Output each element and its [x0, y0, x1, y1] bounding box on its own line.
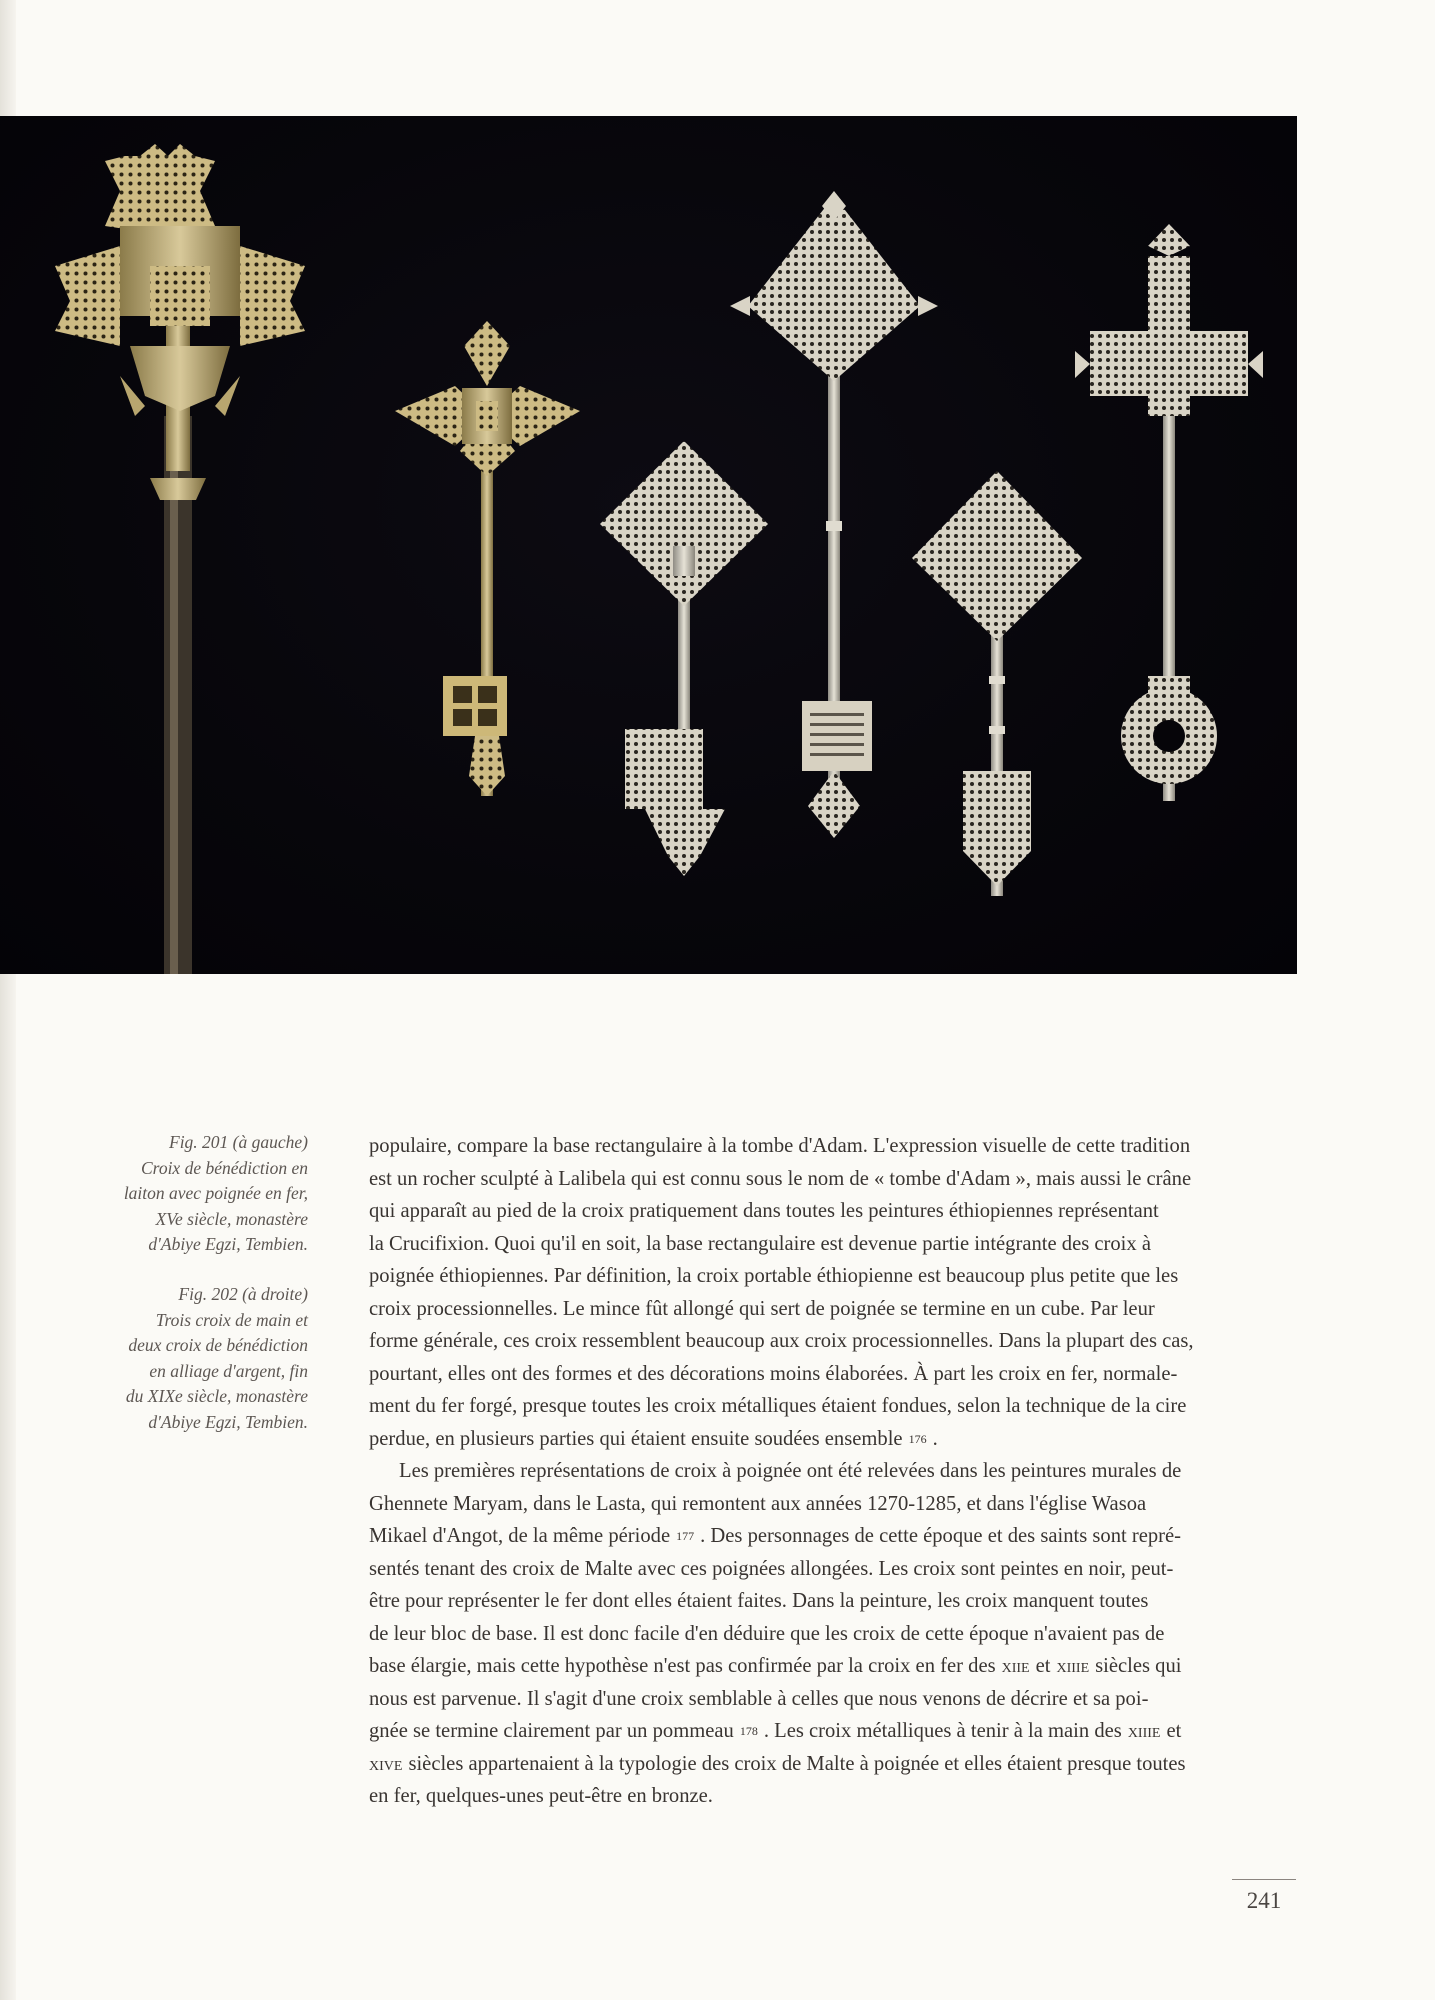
footnote-ref-178: 178	[739, 1724, 758, 1738]
text-line: pourtant, elles ont des formes et des décorations moins élaborées. À part les croix en fer, normale-	[369, 1362, 1178, 1385]
text-line: croix processionnelles. Le mince fût allongé qui sert de poignée se termine en un cube. Par leur	[369, 1297, 1155, 1320]
body-text	[369, 1130, 1297, 1813]
ethiopian-crosses-photo	[0, 116, 1297, 974]
text-line: poignée éthiopiennes. Par définition, la croix portable éthiopienne est beaucoup plus petite que les	[369, 1265, 1179, 1287]
text-line	[369, 1520, 1297, 1553]
caption-line: XVe siècle, monastère	[155, 1208, 308, 1229]
caption-line: Fig. 201 (à gauche)	[169, 1132, 308, 1152]
text-line	[369, 1650, 1297, 1683]
text-run: siècles qui	[1095, 1655, 1182, 1677]
text-line	[369, 1715, 1297, 1748]
text-run: et	[1166, 1720, 1182, 1742]
text-run: Mikael d'Angot, de la même période	[369, 1525, 671, 1547]
text-line: populaire, compare la base rectangulaire à la tombe d'Adam. L'expression visuelle de cette tradition	[369, 1135, 1191, 1157]
figure-captions	[100, 1130, 308, 1460]
paragraph-2	[369, 1455, 1297, 1813]
text-run: et	[1035, 1655, 1051, 1677]
text-line: qui apparaît au pied de la croix pratiquement dans toutes les peintures éthiopiennes représentant	[369, 1200, 1159, 1222]
text-run: .	[932, 1427, 938, 1450]
text-line: ment du fer forgé, presque toutes les croix métalliques étaient fondues, selon la technique de la cire	[369, 1395, 1187, 1417]
caption-line: Trois croix de main et	[155, 1309, 308, 1330]
cross-4	[730, 191, 938, 838]
text-run: perdue, en plusieurs parties qui étaient ensuite soudées ensemble	[369, 1427, 903, 1450]
cross-6	[1075, 224, 1263, 801]
folio-rule	[1232, 1879, 1296, 1880]
caption-line: du XIXe siècle, monastère	[125, 1386, 308, 1407]
cross-3	[600, 441, 768, 876]
text-line: en fer, quelques-unes peut-être en bronze.	[369, 1785, 713, 1807]
text-line	[369, 1748, 1297, 1781]
text-line: nous est parvenue. Il s'agit d'une croix semblable à celles que nous venons de décrire et sa poi-	[369, 1687, 1149, 1710]
text-run: base élargie, mais cette hypothèse n'est pas confirmée par la croix en fer des	[369, 1655, 996, 1677]
text-run: . Des personnages de cette époque et des saints sont repré-	[700, 1525, 1182, 1547]
text-run: . Les croix métalliques à tenir à la main des	[763, 1720, 1122, 1742]
footnote-ref-177: 177	[676, 1529, 695, 1543]
text-line: de leur bloc de base. Il est donc facile d'en déduire que les croix de cette époque n'avaient pas de	[369, 1622, 1165, 1645]
text-run: gnée se termine clairement par un pommeau	[369, 1720, 734, 1742]
crosses-photograph	[0, 116, 1297, 974]
cross-2	[395, 321, 580, 796]
cross-1	[55, 144, 305, 974]
caption-line: en alliage d'argent, fin	[149, 1360, 308, 1381]
caption-line: Fig. 202 (à droite)	[178, 1283, 308, 1304]
text-line: sentés tenant des croix de Malte avec ces poignées allongées. Les croix sont peintes en noir, peut-	[369, 1557, 1174, 1580]
caption-line: d'Abiye Egzi, Tembien.	[148, 1234, 308, 1255]
text-line: Les premières représentations de croix à poignée ont été relevées dans les peintures murales de	[399, 1460, 1182, 1482]
century-numeral: xiie	[1001, 1655, 1030, 1677]
paragraph-1	[369, 1130, 1297, 1455]
century-numeral: xiiie	[1056, 1655, 1090, 1677]
text-line: forme générale, ces croix ressemblent beaucoup aux croix processionnelles. Dans la plupart des cas,	[369, 1330, 1194, 1352]
text-line: la Crucifixion. Quoi qu'il en soit, la base rectangulaire est devenue partie intégrante des croix à	[369, 1232, 1151, 1255]
text-line: est un rocher sculpté à Lalibela qui est connu sous le nom de « tombe d'Adam », mais aussi le crâne	[369, 1167, 1192, 1190]
caption-fig-201	[100, 1130, 308, 1258]
page-number: 241	[1246, 1888, 1282, 1913]
century-numeral: xiiie	[1127, 1720, 1161, 1742]
caption-fig-202	[100, 1282, 308, 1436]
cross-5	[912, 471, 1082, 896]
text-line: Ghennete Maryam, dans le Lasta, qui remontent aux années 1270-1285, et dans l'église Wasoa	[369, 1492, 1147, 1515]
caption-line: Croix de bénédiction en	[140, 1157, 308, 1178]
text-line	[369, 1423, 1297, 1456]
footnote-ref-176: 176	[908, 1431, 927, 1446]
caption-line: deux croix de bénédiction	[128, 1335, 308, 1356]
text-line: être pour représenter le fer dont elles étaient faites. Dans la peinture, les croix manquent toutes	[369, 1590, 1149, 1612]
caption-line: d'Abiye Egzi, Tembien.	[148, 1411, 308, 1432]
century-numeral: xive	[369, 1752, 403, 1775]
text-run: siècles appartenaient à la typologie des croix de Malte à poignée et elles étaient presque toutes	[408, 1752, 1186, 1775]
caption-line: laiton avec poignée en fer,	[123, 1183, 308, 1204]
